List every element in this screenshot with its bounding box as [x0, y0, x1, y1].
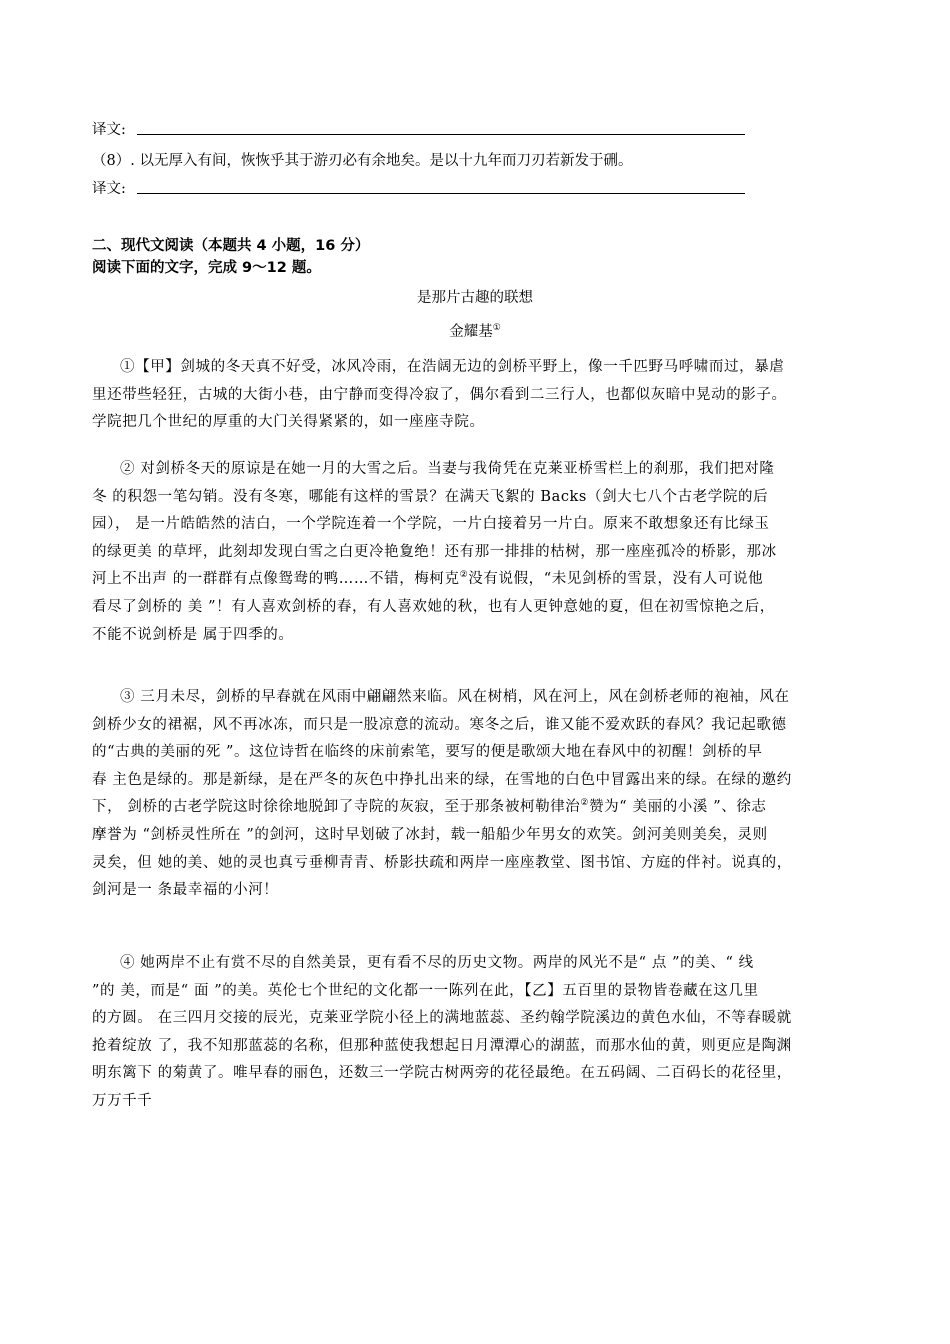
paragraph-line: 的“古典的美丽的死 ”。这位诗哲在临终的床前索笔，要写的便是歌颂大地在春风中的初醒！剑桥的早: [92, 744, 763, 761]
paragraph-line: 的绿更美 的草坪，此刻却发现白雪之白更冷艳夐绝！还有那一排排的枯树，那一座座孤冷的桥影，那冰: [92, 543, 777, 560]
paragraph-line: 剑河是一 条最幸福的小河！: [92, 882, 279, 899]
paragraph-line-with-footnote: [92, 566, 862, 594]
paragraph-line: ①【甲】剑城的冬天真不好受，冰风冷雨，在浩阔无边的剑桥平野上，像一千匹野马呼啸而过，暴虐: [120, 359, 785, 375]
answer-line-1: [137, 134, 745, 135]
paragraph-line: 里还带些轻狂，古城的大街小巷，由宁静而变得冷寂了，偶尔看到二三行人，也都似灰暗中晃动的影子。: [92, 386, 787, 403]
paragraph-4: [92, 950, 862, 1116]
paragraph-line: 灵矣，但 她的美、她的灵也真亏垂柳青青、桥影扶疏和两岸一座座教堂、图书馆、方庭的伴衬。说真的，: [92, 854, 792, 871]
paragraph-line-with-footnote: [92, 794, 862, 822]
paragraph-line: ”的 美，而是“ 面 ”的美。英伦七个世纪的文化都一一陈列在此，【乙】五百里的景物皆卷藏在这几里: [92, 982, 759, 999]
paragraph-line-part: 下， 剑桥的古老学院这时徐徐地脱卸了寺院的灰寂，至于那条被柯勒律治: [92, 799, 581, 816]
paragraph-line: 春 主色是绿的。那是新绿，是在严冬的灰色中挣扎出来的绿，在雪地的白色中冒露出来的绿。在绿的邀约: [92, 771, 792, 788]
section-heading: 二、现代文阅读（本题共 4 小题，16 分）: [92, 238, 370, 254]
paragraph-line: 看尽了剑桥的 美 ”！有人喜欢剑桥的春，有人喜欢她的秋，也有人更钟意她的夏，但在初雪惊艳之后，: [92, 598, 775, 615]
paragraph-line: 抢着绽放 了，我不知那蓝蕊的名称，但那种蓝使我想起日月潭潭心的湖蓝，而那水仙的黄，则更应是陶渊: [92, 1037, 792, 1054]
answer-line-2: [137, 193, 745, 194]
section-instruction: 阅读下面的文字，完成 9～12 题。: [92, 260, 321, 276]
footnote-mark: ②: [580, 798, 590, 809]
article-author: [0, 320, 950, 341]
paragraph-line: 冬 的积怨一笔勾销。没有冬寒，哪能有这样的雪景？在满天飞絮的 Backs（剑大七八个古老学院的后: [92, 488, 769, 505]
paragraph-line: 摩誉为 “剑桥灵性所在 ”的剑河，这时早划破了冰封，载一船船少年男女的欢笑。剑河美则美矣，灵则: [92, 826, 768, 843]
translation-label-2: 译文:: [92, 181, 126, 197]
paragraph-line: 不能不说剑桥是 属于四季的。: [92, 626, 294, 643]
paragraph-line: ③ 三月未尽，剑桥的早春就在风雨中翩翩然来临。风在树梢，风在河上，风在剑桥老师的袍袖，风在: [120, 689, 790, 705]
paragraph-line-part: 赞为“ 美丽的小溪 ”、徐志: [589, 799, 767, 816]
paragraph-line-part: 没有说假，“未见剑桥的雪景，没有人可说他: [468, 571, 764, 588]
paragraph-line: 园）， 是一片皓皓然的洁白，一个学院连着一个学院，一片白接着另一片白。原来不敢想象还有比绿玉: [92, 516, 770, 533]
paragraph-line: ② 对剑桥冬天的原谅是在她一月的大雪之后。当妻与我倚凭在克莱亚桥雪栏上的刹那，我们把对隆: [120, 461, 775, 477]
paragraph-line: 明东篱下 的菊黄了。唯早春的丽色，还数三一学院古树两旁的花径最绝。在五码阔、二百码长的花径里，: [92, 1065, 792, 1082]
footnote-mark: ②: [459, 570, 469, 581]
paragraph-line: 的方圆。 在三四月交接的辰光，克莱亚学院小径上的满地蓝蕊、圣约翰学院溪边的黄色水仙，不等春暖就: [92, 1010, 792, 1027]
paragraph-line: 剑桥少女的裙裾，风不再冰冻，而只是一股凉意的流动。寒冬之后，谁又能不爱欢跃的春风？我记起歌德: [92, 716, 787, 733]
paragraph-1: [92, 354, 862, 437]
question-item-8: （8）. 以无厚入有间，恢恢乎其于游刃必有余地矣。是以十九年而刀刃若新发于硎。: [92, 153, 633, 169]
author-footnote-mark: ①: [492, 323, 501, 334]
author-name: 金耀基: [449, 324, 493, 340]
paragraph-2: [92, 456, 862, 649]
paragraph-line: ④ 她两岸不止有赏不尽的自然美景，更有看不尽的历史文物。两岸的风光不是“ 点 ”的美、“ 线: [120, 955, 754, 971]
translation-label-1: 译文:: [92, 122, 126, 138]
paragraph-line: 学院把几个世纪的厚重的大门关得紧紧的，如一座座寺院。: [92, 414, 485, 431]
paragraph-3: [92, 684, 862, 905]
paragraph-line-part: 河上不出声 的一群群有点像鸳鸯的鸭……不错，梅柯克: [92, 571, 460, 588]
paragraph-line: 万万千千: [92, 1092, 153, 1109]
article-title: 是那片古趣的联想: [417, 290, 533, 306]
